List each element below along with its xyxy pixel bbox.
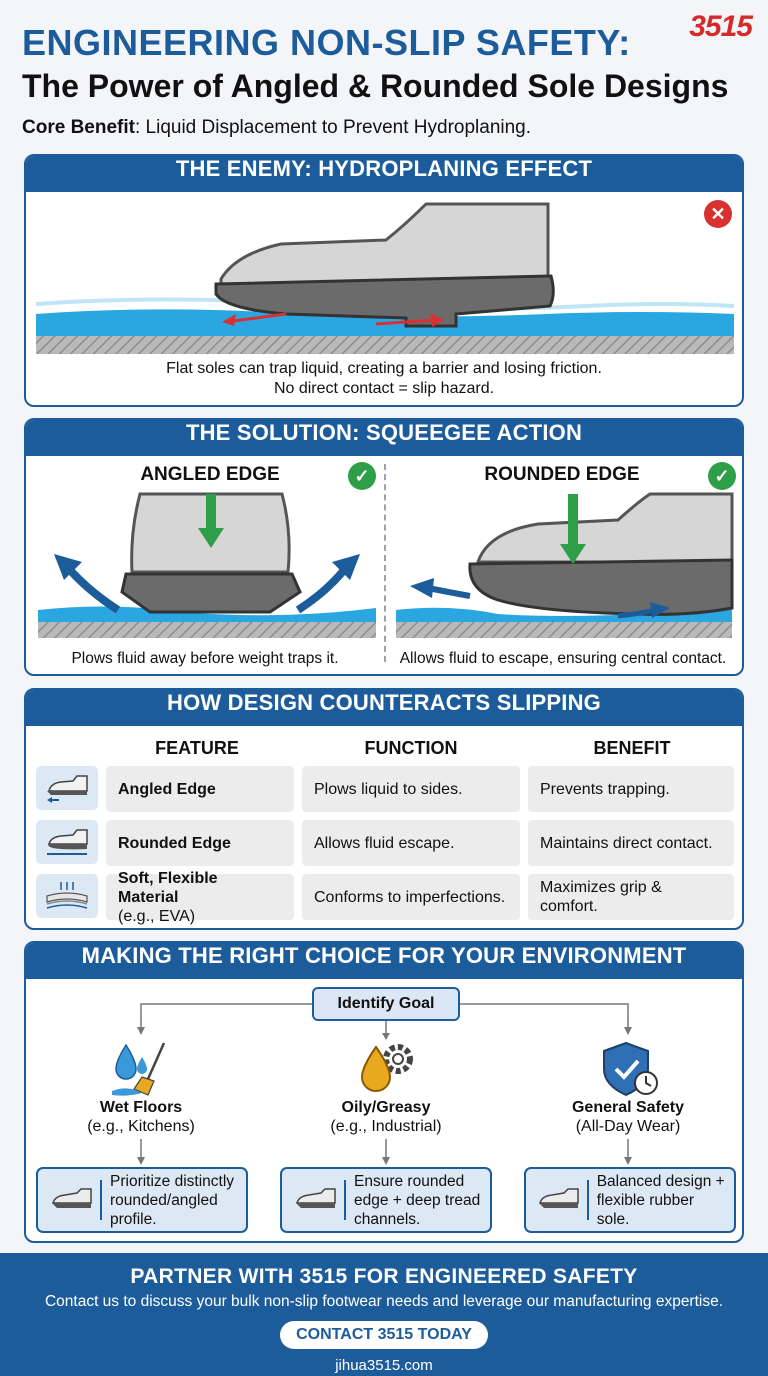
footer-text: Contact us to discuss your bulk non-slip footwear needs and leverage our manufacturing expertise. <box>44 1293 724 1310</box>
rounded-edge-title: ROUNDED EDGE <box>484 464 640 485</box>
option-title-general: General Safety <box>571 1099 685 1116</box>
check-icon: ✓ <box>708 462 736 490</box>
feature-example: (e.g., EVA) <box>118 907 196 925</box>
rounded-shoe-icon <box>36 820 98 864</box>
enemy-panel <box>24 154 744 407</box>
core-benefit-label: Core Benefit <box>22 117 135 138</box>
recommendation-text <box>110 1172 234 1229</box>
design-table-panel <box>24 688 744 930</box>
angled-edge-caption: Plows fluid away before weight traps it. <box>71 650 339 667</box>
card-line: profile. <box>110 1210 157 1228</box>
core-benefit <box>22 117 746 139</box>
page-subtitle: The Power of Angled & Rounded Sole Designs <box>22 68 729 104</box>
solution-panel <box>24 418 744 676</box>
card-line: Balanced design + <box>596 1172 725 1190</box>
recommendation-text <box>597 1172 728 1229</box>
recommendation-card-oily <box>280 1167 492 1233</box>
shoe-icon <box>44 1180 102 1220</box>
recommendation-card-wet <box>36 1167 248 1233</box>
shoe-icon <box>532 1180 589 1220</box>
card-line: rounded/angled <box>110 1191 218 1209</box>
footer-title: PARTNER WITH 3515 FOR ENGINEERED SAFETY <box>130 1265 638 1288</box>
table-row-function: Conforms to imperfections. <box>302 874 520 920</box>
column-header-feature: FEATURE <box>155 738 239 758</box>
angled-shoe-icon <box>36 766 98 810</box>
table-row-feature: Angled Edge <box>106 766 294 812</box>
enemy-caption-line1: Flat soles can trap liquid, creating a barrier and losing friction. <box>166 360 602 377</box>
table-row-function: Allows fluid escape. <box>302 820 520 866</box>
flexible-material-icon <box>36 874 98 918</box>
card-line: Ensure rounded <box>354 1172 465 1190</box>
rounded-edge-illustration <box>388 492 740 642</box>
solution-heading: THE SOLUTION: SQUEEGEE ACTION <box>26 420 742 456</box>
check-icon: ✓ <box>348 462 376 490</box>
recommendation-card-general <box>524 1167 736 1233</box>
footer-cta <box>0 1253 768 1376</box>
identify-goal-box: Identify Goal <box>312 987 460 1021</box>
page-title: ENGINEERING NON-SLIP SAFETY: <box>22 22 631 63</box>
shield-clock-icon <box>598 1039 662 1099</box>
option-example-oily: (e.g., Industrial) <box>330 1118 442 1135</box>
solution-divider <box>384 464 386 662</box>
recommendation-text <box>354 1172 480 1229</box>
page-header <box>22 22 746 139</box>
shoe-icon <box>288 1180 346 1220</box>
card-line: channels. <box>354 1210 421 1228</box>
option-title-oily: Oily/Greasy <box>341 1099 431 1116</box>
table-row-benefit: Maximizes grip & comfort. <box>528 874 734 920</box>
x-icon: ✕ <box>704 200 732 228</box>
table-row-benefit: Prevents trapping. <box>528 766 734 812</box>
table-row-benefit: Maintains direct contact. <box>528 820 734 866</box>
angled-edge-title: ANGLED EDGE <box>140 464 280 485</box>
angled-edge-illustration <box>30 492 384 642</box>
feature-label: Soft, Flexible Material <box>118 869 218 906</box>
card-line: edge + deep tread <box>354 1191 481 1209</box>
choice-heading: MAKING THE RIGHT CHOICE FOR YOUR ENVIRONMENT <box>26 943 742 979</box>
table-heading: HOW DESIGN COUNTERACTS SLIPPING <box>26 690 742 726</box>
rounded-edge-caption: Allows fluid to escape, ensuring central contact. <box>399 650 727 667</box>
core-benefit-text: : Liquid Displacement to Prevent Hydroplaning. <box>134 117 532 138</box>
table-row-feature <box>106 869 294 925</box>
table-row-feature: Rounded Edge <box>106 820 294 866</box>
option-example-wet-floors: (e.g., Kitchens) <box>87 1118 195 1135</box>
enemy-heading: THE ENEMY: HYDROPLANING EFFECT <box>26 156 742 192</box>
water-drop-mop-icon <box>108 1039 172 1099</box>
card-line: flexible rubber sole. <box>596 1191 695 1228</box>
oil-drop-gear-icon <box>354 1039 418 1099</box>
table-row-function: Plows liquid to sides. <box>302 766 520 812</box>
option-example-general: (All-Day Wear) <box>575 1118 681 1135</box>
column-header-benefit: BENEFIT <box>593 738 671 758</box>
choice-panel <box>24 941 744 1243</box>
flat-sole-shoe-illustration <box>26 194 742 364</box>
contact-button[interactable]: CONTACT 3515 TODAY <box>280 1321 488 1349</box>
website-link[interactable]: jihua3515.com <box>335 1357 433 1374</box>
brand-logo: 3515 <box>689 10 752 43</box>
card-line: Prioritize distinctly <box>110 1172 235 1190</box>
enemy-caption-line2: No direct contact = slip hazard. <box>273 380 495 397</box>
option-title-wet-floors: Wet Floors <box>99 1099 183 1116</box>
column-header-function: FUNCTION <box>364 738 458 758</box>
